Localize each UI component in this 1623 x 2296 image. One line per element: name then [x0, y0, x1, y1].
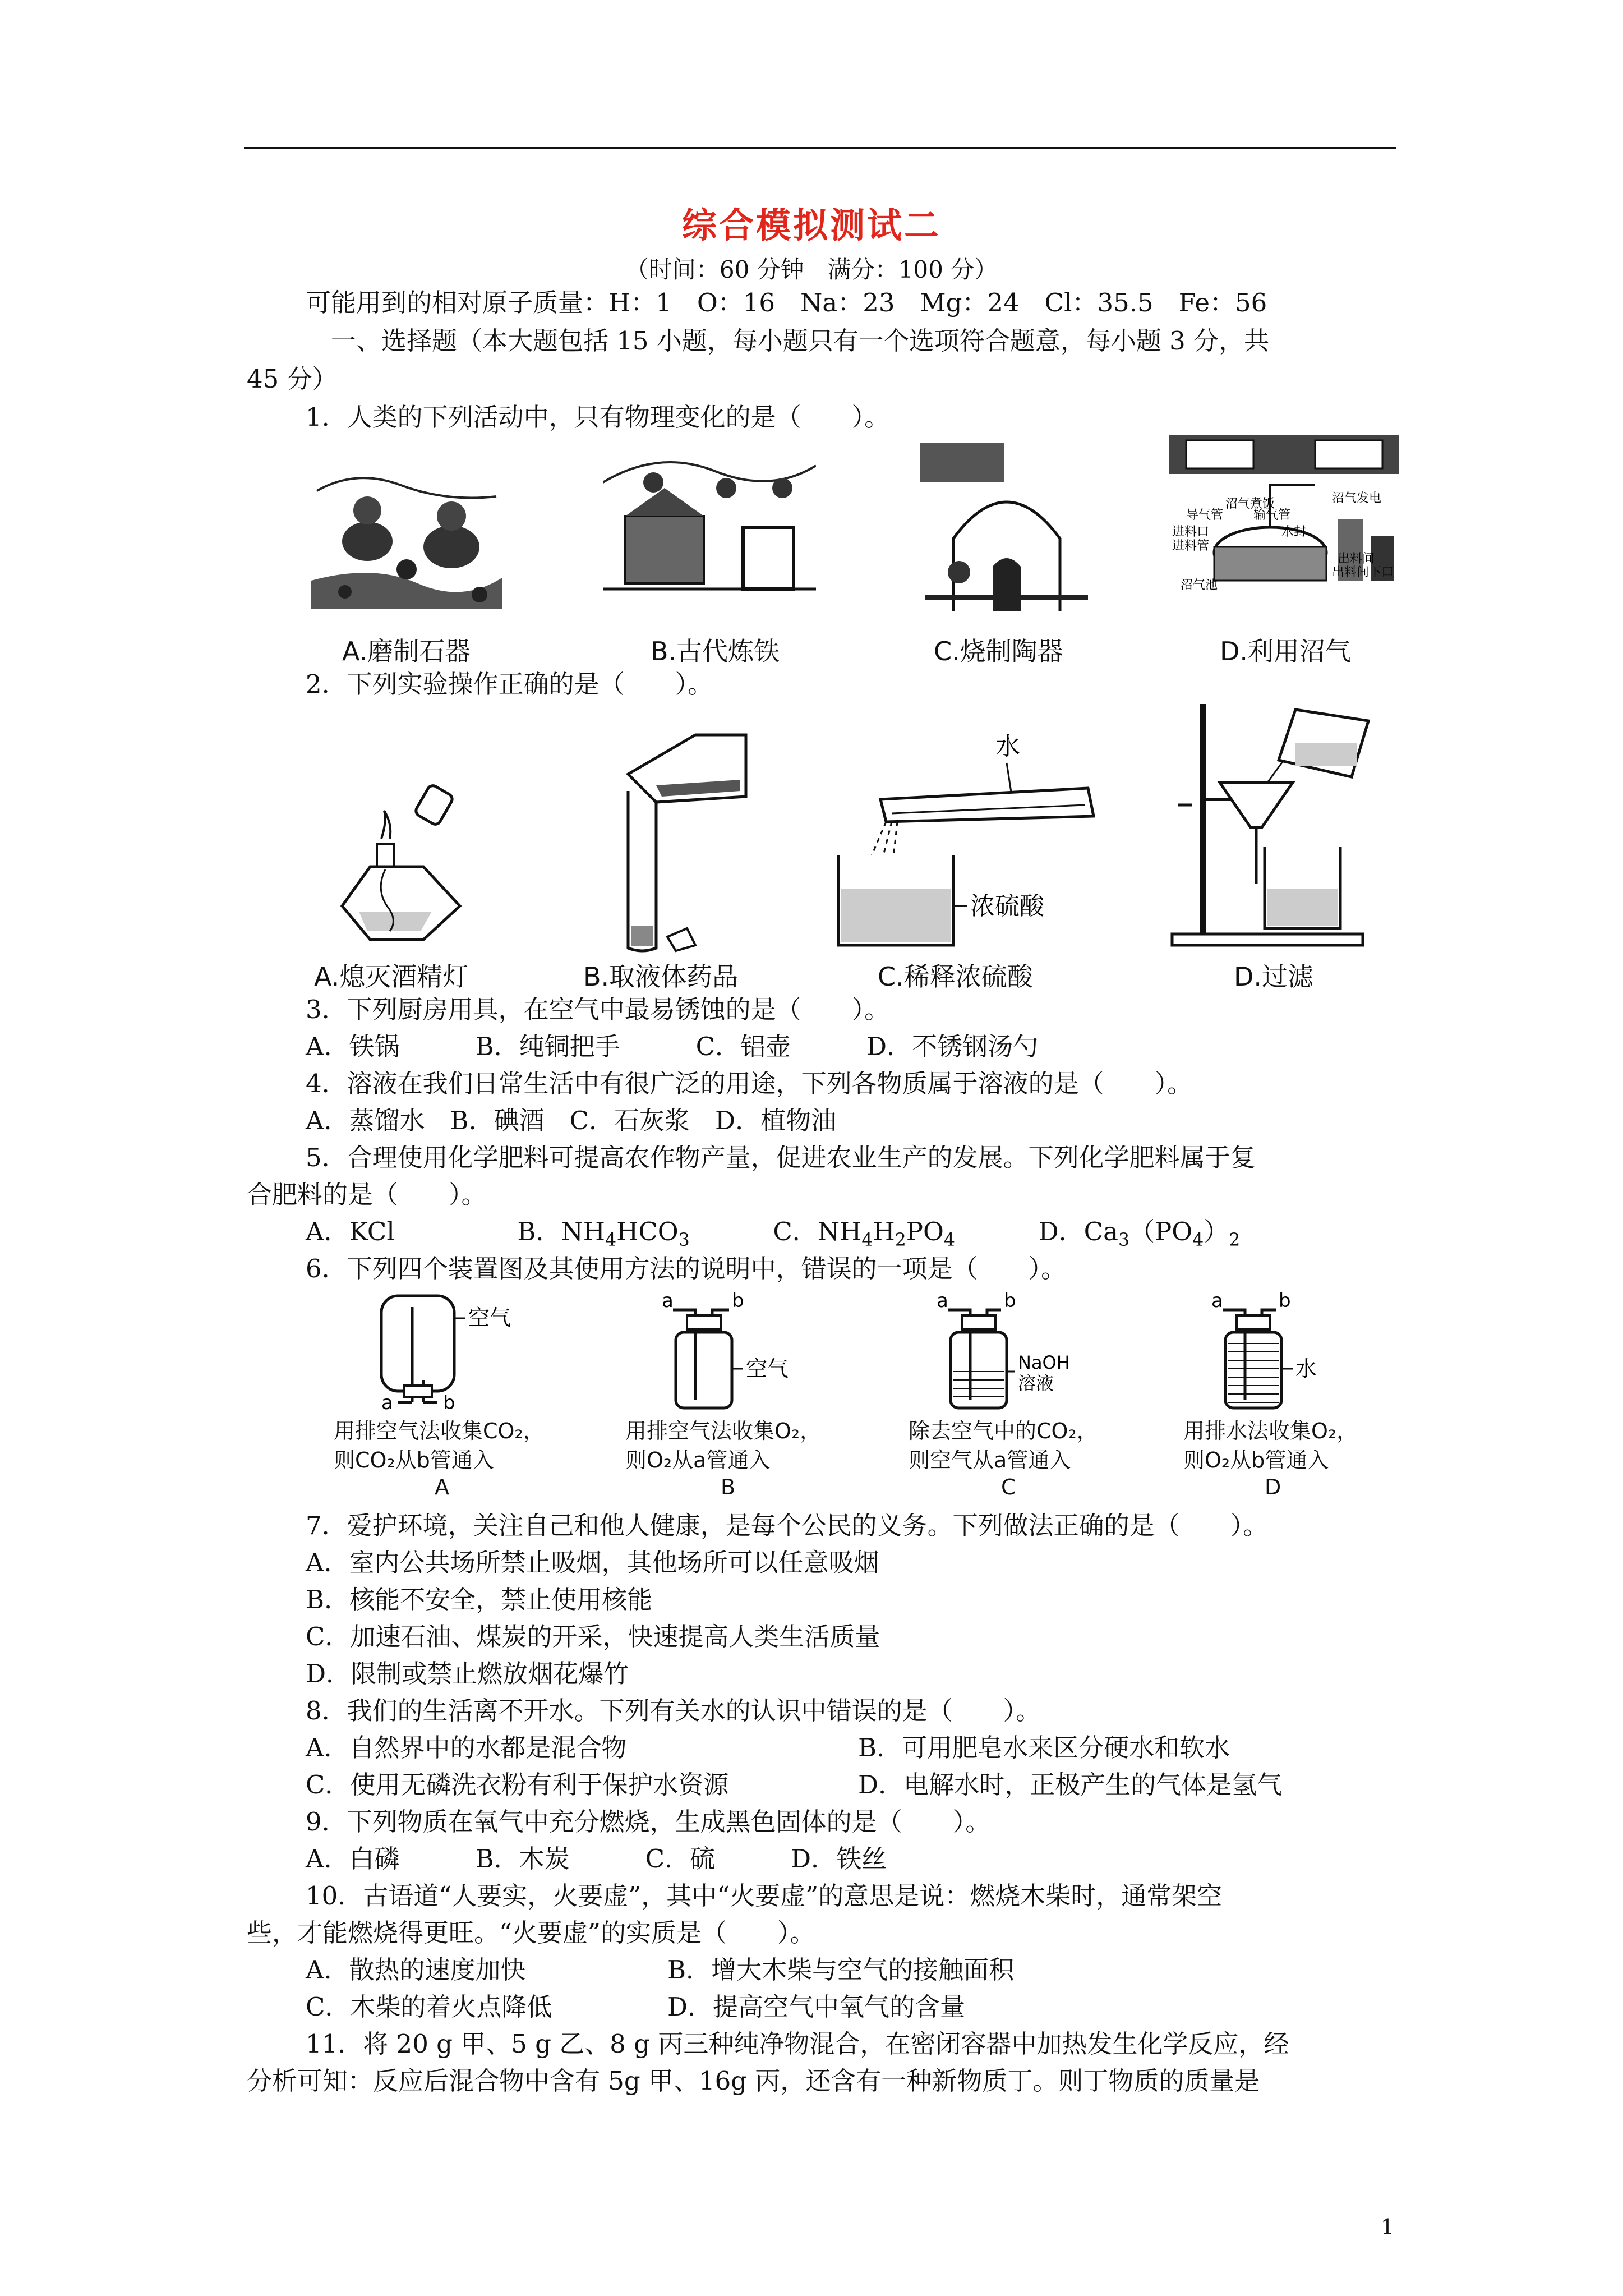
- q2-image-d: [1166, 698, 1385, 951]
- q3-options: A．铁锅 B．纯铜把手 C．铝壶 D．不锈钢汤勺: [306, 1032, 1039, 1061]
- q6c-label-a: a: [937, 1290, 948, 1312]
- q10-option-a: A．散热的速度加快: [306, 1955, 526, 1985]
- q1-caption-c: C.烧制陶器: [934, 636, 1063, 666]
- q6-device-c: [925, 1287, 1094, 1414]
- q2-image-a: [336, 777, 477, 945]
- q7-option-a: A．室内公共场所禁止吸烟，其他场所可以任意吸烟: [306, 1548, 879, 1577]
- section-heading-line2: 45 分）: [247, 364, 338, 394]
- q8-stem: 8．我们的生活离不开水。下列有关水的认识中错误的是（ ）。: [306, 1696, 1041, 1726]
- q8-option-d: D．电解水时，正极产生的气体是氢气: [858, 1770, 1283, 1800]
- biogas-label-tank: 沼气池: [1181, 578, 1218, 592]
- q2-image-c: [830, 732, 1127, 954]
- q2-water-label: 水: [995, 732, 1020, 761]
- q5-option-a: A．KCl: [306, 1217, 395, 1246]
- q6-desc-b: 用排空气法收集O₂， 则O₂从a管通入: [625, 1419, 822, 1473]
- q6-letter-a: A: [435, 1475, 449, 1499]
- biogas-label-seal: 水封: [1281, 525, 1307, 539]
- q11-stem-line1: 11．将 20 g 甲、5 g 乙、8 g 丙三种纯净物混合，在密闭容器中加热发生化学反应，经: [306, 2029, 1289, 2059]
- q2-caption-d: D.过滤: [1234, 961, 1314, 992]
- q3-stem: 3．下列厨房用具，在空气中最易锈蚀的是（ ）。: [306, 995, 890, 1024]
- q7-option-d: D．限制或禁止燃放烟花爆竹: [306, 1659, 629, 1688]
- q7-stem: 7．爱护环境，关注自己和他人健康，是每个公民的义务。下列做法正确的是（ ）。: [306, 1511, 1269, 1540]
- q8-option-a: A．自然界中的水都是混合物: [306, 1733, 627, 1763]
- q7-option-b: B．核能不安全，禁止使用核能: [306, 1585, 653, 1614]
- q6-desc-d: 用排水法收集O₂， 则O₂从b管通入: [1183, 1419, 1358, 1473]
- q6-letter-b: B: [721, 1475, 736, 1499]
- q2-caption-c: C.稀释浓硫酸: [878, 961, 1033, 992]
- q6d-water-label: 水: [1295, 1356, 1317, 1381]
- q6b-label-a: a: [662, 1290, 674, 1312]
- q1-image-d: [1169, 435, 1399, 595]
- page-title: 综合模拟测试二: [681, 205, 941, 246]
- biogas-label-outlet-room: 出料间: [1338, 552, 1375, 566]
- page-subtitle: （时间：60 分钟 满分：100 分）: [625, 256, 998, 283]
- q6-desc-c: 除去空气中的CO₂， 则空气从a管通入: [909, 1419, 1098, 1473]
- biogas-label-cooking: 沼气煮饭: [1225, 497, 1275, 511]
- biogas-label-generation: 沼气发电: [1332, 491, 1382, 505]
- q6b-label-b: b: [732, 1290, 744, 1312]
- q5-option-d: D．$Ca_3(PO_4)_2$: [1038, 1217, 1241, 1250]
- q2-acid-label: 浓硫酸: [970, 892, 1044, 921]
- q9-stem: 9．下列物质在氧气中充分燃烧，生成黑色固体的是（ ）。: [306, 1807, 991, 1837]
- q10-option-b: B．增大木柴与空气的接触面积: [667, 1955, 1015, 1985]
- q6-letter-d: D: [1265, 1475, 1281, 1499]
- q4-stem: 4．溶液在我们日常生活中有很广泛的用途，下列各物质属于溶液的是（ ）。: [306, 1069, 1193, 1098]
- biogas-label-inlet: 进料口: [1172, 525, 1210, 539]
- q8-option-c: C．使用无磷洗衣粉有利于保护水资源: [306, 1770, 729, 1800]
- q5-stem-line2: 合肥料的是（ ）。: [247, 1180, 487, 1209]
- q2-stem: 2．下列实验操作正确的是（ ）。: [306, 669, 713, 699]
- q11-stem-line2: 分析可知：反应后混合物中含有 5g 甲、16g 丙，还含有一种新物质丁。则丁物质的质量是: [247, 2066, 1260, 2096]
- q1-image-c: [920, 443, 1094, 611]
- q1-caption-b: B.古代炼铁: [651, 636, 780, 666]
- q6-desc-a: 用排空气法收集CO₂， 则CO₂从b管通入: [334, 1419, 545, 1473]
- q6b-air-label: 空气: [746, 1356, 789, 1381]
- q6-letter-c: C: [1001, 1475, 1016, 1499]
- section-heading-line1: 一、选择题（本大题包括 15 小题，每小题只有一个选项符合题意，每小题 3 分，共: [331, 326, 1270, 356]
- q6c-label-b: b: [1004, 1290, 1016, 1312]
- q6-device-a: [359, 1290, 527, 1414]
- q6c-naoh-label: NaOH: [1018, 1352, 1070, 1373]
- biogas-label-inlet-pipe: 进料管: [1172, 539, 1210, 553]
- header-rule: [244, 147, 1396, 149]
- q8-option-b: B．可用肥皂水来区分硬水和软水: [858, 1733, 1230, 1763]
- page-number: 1: [1380, 2215, 1394, 2239]
- q1-image-b: [603, 438, 816, 606]
- q6d-label-b: b: [1279, 1290, 1291, 1312]
- q1-stem: 1．人类的下列活动中，只有物理变化的是（ ）。: [306, 402, 890, 432]
- q7-option-c: C．加速石油、煤炭的开采，快速提高人类生活质量: [306, 1622, 880, 1651]
- q4-options: A．蒸馏水 B．碘酒 C．石灰浆 D．植物油: [306, 1106, 837, 1135]
- q10-stem-line1: 10．古语道“人要实，火要虚”，其中“火要虚”的意思是说：燃烧木柴时，通常架空: [306, 1881, 1223, 1911]
- q1-caption-a: A.磨制石器: [342, 636, 471, 666]
- q1-caption-d: D.利用沼气: [1220, 636, 1352, 666]
- q10-stem-line2: 些，才能燃烧得更旺。“火要虚”的实质是（ ）。: [247, 1918, 815, 1948]
- q10-option-c: C．木柴的着火点降低: [306, 1992, 552, 2022]
- q5-option-c: C．$NH_4H_2PO_4$: [773, 1217, 955, 1250]
- biogas-label-outlet-bottom: 出料间下口: [1332, 565, 1394, 579]
- q6-device-d: [1200, 1287, 1368, 1414]
- q1-image-a: [306, 457, 508, 609]
- q10-option-d: D．提高空气中氧气的含量: [667, 1992, 966, 2022]
- q2-caption-a: A.熄灭酒精灯: [314, 961, 469, 992]
- q6d-label-a: a: [1211, 1290, 1223, 1312]
- q6a-label-a: a: [381, 1392, 393, 1414]
- q2-caption-b: B.取液体药品: [583, 961, 739, 992]
- q5-stem-line1: 5．合理使用化学肥料可提高农作物产量，促进农业生产的发展。下列化学肥料属于复: [306, 1143, 1256, 1172]
- q9-options: A．白磷 B．木炭 C．硫 D．铁丝: [306, 1844, 887, 1874]
- q5-option-b: B．$NH_4HCO_3$: [517, 1217, 690, 1250]
- biogas-label-pipe: 输气管: [1253, 508, 1291, 522]
- q6-stem: 6．下列四个装置图及其使用方法的说明中，错误的一项是（ ）。: [306, 1254, 1067, 1283]
- q6a-label-b: b: [443, 1392, 455, 1414]
- q5-options: [306, 1215, 1240, 1257]
- q6c-solution-label: 溶液: [1018, 1373, 1054, 1394]
- atomic-mass-line: 可能用到的相对原子质量：H：1 O：16 Na：23 Mg：24 Cl：35.5 Fe：56: [306, 288, 1267, 318]
- biogas-label-gas-tube: 导气管: [1186, 508, 1224, 522]
- q6-device-b: [651, 1287, 819, 1414]
- q6a-air-label: 空气: [468, 1305, 511, 1330]
- q2-image-b: [594, 724, 751, 954]
